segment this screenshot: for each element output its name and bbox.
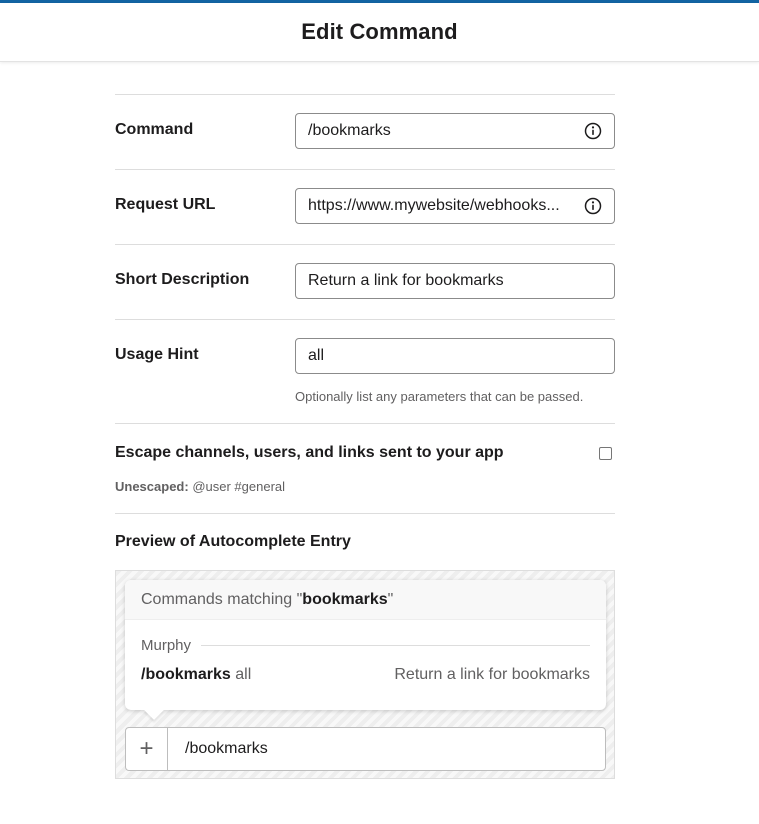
unescaped-example: @user #general (192, 479, 286, 494)
usage-hint-input[interactable] (295, 338, 615, 374)
edit-command-form (115, 94, 615, 779)
preview-title: Preview of Autocomplete Entry (115, 533, 351, 550)
usage-hint-row (115, 319, 615, 423)
usage-hint-value: all (308, 347, 325, 364)
request-url-label: Request URL (115, 196, 216, 213)
short-description-label: Short Description (115, 271, 250, 288)
autocomplete-group (141, 637, 590, 654)
preview-section (115, 513, 615, 779)
usage-hint-helptext: Optionally list any parameters that can be passed. (295, 389, 584, 404)
matching-term: bookmarks (302, 590, 388, 608)
command-value: /bookmarks (308, 122, 391, 139)
info-icon[interactable] (584, 197, 602, 215)
escape-label: Escape channels, users, and links sent to your app (115, 444, 504, 461)
unescaped-label: Unescaped: (115, 479, 189, 494)
short-description-value: Return a link for bookmarks (308, 272, 504, 289)
plus-icon: + (126, 728, 168, 770)
message-composer (125, 727, 606, 771)
short-description-input[interactable] (295, 263, 615, 299)
request-url-input[interactable] (295, 188, 615, 224)
escape-checkbox[interactable] (599, 447, 612, 460)
command-label: Command (115, 121, 194, 138)
command-input[interactable] (295, 113, 615, 149)
popup-tail (144, 700, 164, 720)
unescaped-note (115, 479, 615, 494)
modal-header (0, 3, 759, 62)
composer-text: /bookmarks (185, 740, 268, 757)
info-icon[interactable] (584, 122, 602, 140)
request-url-value: https://www.mywebsite/webhooks... (308, 197, 560, 214)
usage-hint-label: Usage Hint (115, 346, 199, 363)
group-divider (201, 645, 590, 646)
command-row (115, 94, 615, 169)
page-title: Edit Command (301, 19, 458, 44)
request-url-row (115, 169, 615, 244)
group-name: Murphy (141, 637, 192, 654)
escape-row (115, 423, 615, 513)
item-command: /bookmarks (141, 666, 231, 683)
item-description: Return a link for bookmarks (394, 666, 590, 683)
short-description-row (115, 244, 615, 319)
autocomplete-popup (125, 580, 606, 710)
autocomplete-item[interactable] (141, 666, 590, 684)
autocomplete-header: Commands matching " bookmarks " (125, 580, 606, 620)
item-hint: all (235, 666, 252, 683)
preview-box (115, 570, 615, 779)
